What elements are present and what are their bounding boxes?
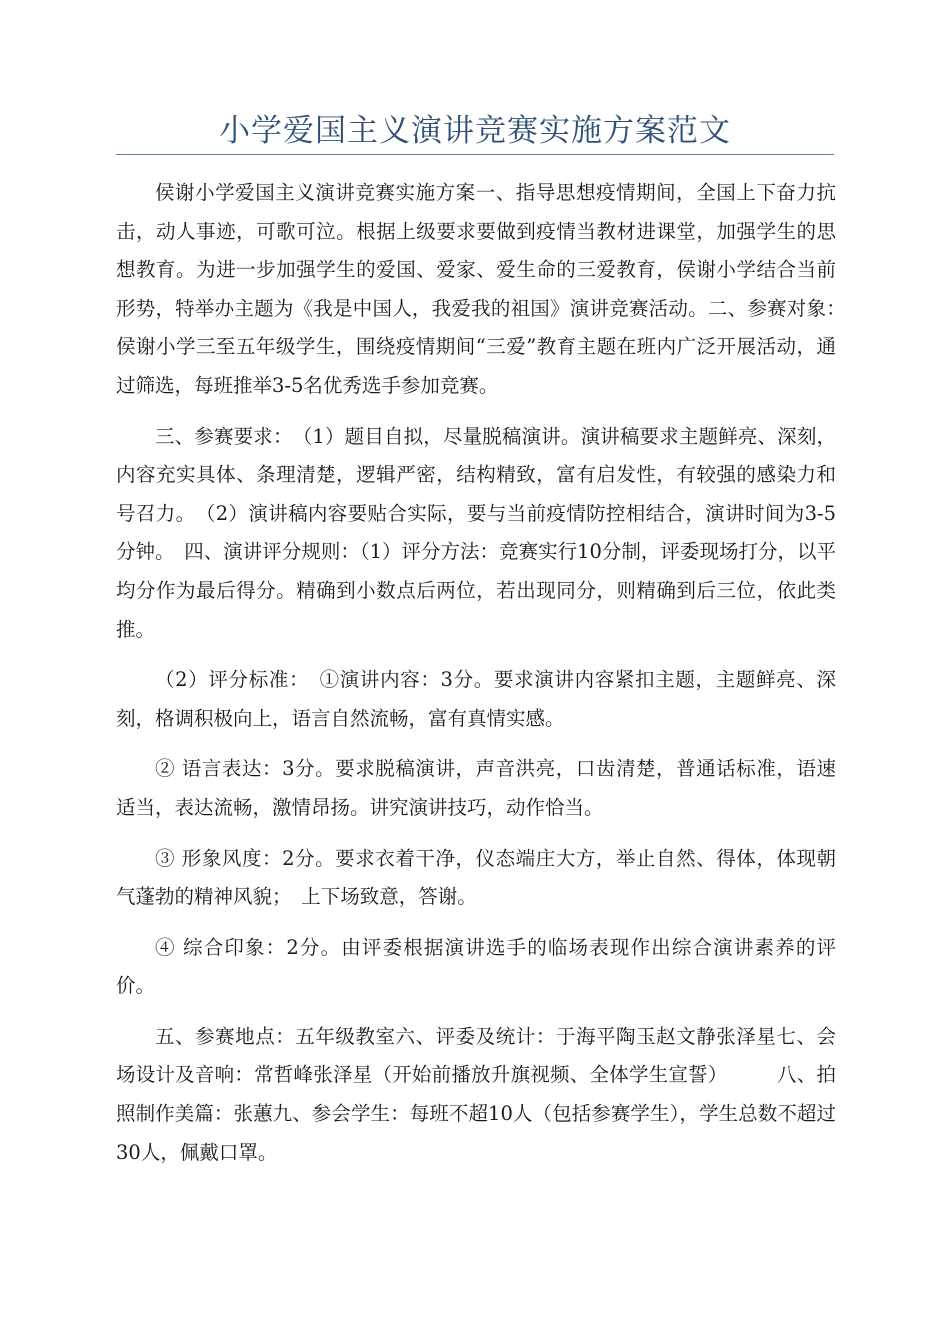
paragraph-logistics: 五、参赛地点：五年级教室六、评委及统计：于海平陶玉赵文静张泽星七、会场设计及音响：常哲峰张泽星（开始前播放升旗视频、全体学生宣誓） 八、拍照制作美篇：张蕙九、参会学生：每班不超10人（包括参赛学生），学生总数不超过30人，佩戴口罩。 bbox=[116, 1024, 836, 1164]
paragraph-scoring-expression: ② 语言表达：3分。要求脱稿演讲，声音洪亮，口齿清楚，普通话标准，语速适当，表达流畅，激情昂扬。讲究演讲技巧，动作恰当。 bbox=[116, 757, 836, 819]
title-underline bbox=[116, 154, 834, 155]
paragraph-scoring-content: （2）评分标准： ①演讲内容：3分。要求演讲内容紧扣主题，主题鲜亮、深刻，格调积极向上，语言自然流畅，富有真情实感。 bbox=[116, 668, 836, 730]
document-body bbox=[116, 174, 856, 1184]
paragraph-requirements: 三、参赛要求： （1）题目自拟，尽量脱稿演讲。演讲稿要求主题鲜亮、深刻，内容充实具体、条理清楚，逻辑严密，结构精致，富有启发性，有较强的感染力和号召力。 （2）演讲稿内容要贴合实际，要与当前疫情防控相结合，演讲时间为3-5分钟。 四、演讲评分规则：（1）评分方法：竞赛实行10分制，评委现场打分，以平均分作为最后得分。精确到小数点后两位，若出现同分，则精确到后三位，依此类推。 bbox=[116, 424, 836, 641]
paragraph-scoring-appearance: ③ 形象风度：2分。要求衣着干净，仪态端庄大方，举止自然、得体，体现朝气蓬勃的精神风貌； 上下场致意，答谢。 bbox=[116, 846, 836, 909]
document-title: 小学爱国主义演讲竞赛实施方案范文 bbox=[219, 113, 731, 149]
title-block bbox=[116, 108, 834, 158]
paragraph-intro: 侯谢小学爱国主义演讲竞赛实施方案一、指导思想疫情期间，全国上下奋力抗击，动人事迹，可歌可泣。根据上级要求要做到疫情当教材进课堂，加强学生的思想教育。为进一步加强学生的爱国、爱家、爱生命的三爱教育，侯谢小学结合当前形势，特举办主题为《我是中国人，我爱我的祖国》演讲竞赛活动。二、参赛对象： 侯谢小学三至五年级学生，围绕疫情期间“三爱”教育主题在班内广泛开展活动，通过筛选，每班推举3-5名优秀选手参加竞赛。 bbox=[116, 181, 856, 397]
paragraph-scoring-impression: ④ 综合印象：2分。由评委根据演讲选手的临场表现作出综合演讲素养的评价。 bbox=[116, 935, 836, 998]
